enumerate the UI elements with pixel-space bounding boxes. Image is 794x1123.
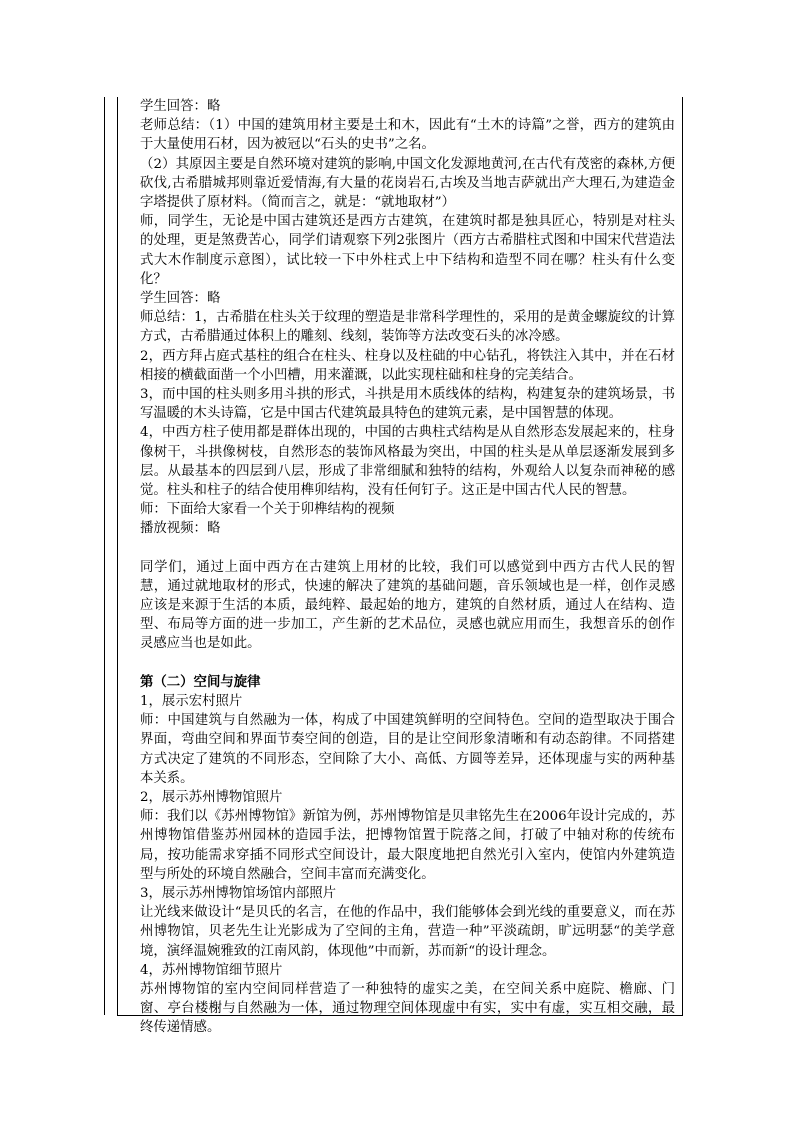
spacer xyxy=(140,654,675,673)
paragraph: 4，苏州博物馆细节照片 xyxy=(140,962,283,978)
paragraph: （2）其原因主要是自然环境对建筑的影响,中国文化发源地黄河,在古代有茂密的森林,方便砍伐,古希腊城邦则靠近爱情海,有大量的花岗岩石,古埃及当地吉萨就出产大理石,为建造金字塔提供了原材料。（简而言之，就是：“就地取材”） xyxy=(140,156,675,211)
table-left-border xyxy=(104,97,105,1015)
paragraph: 1，展示宏村照片 xyxy=(140,693,243,709)
paragraph: 2，西方拜占庭式基柱的组合在柱头、柱身以及柱础的中心钻孔，将铁注入其中，并在石材相接的横截面凿一个小凹槽，用来灌溉，以此实现柱础和柱身的完美结合。 xyxy=(140,348,675,383)
paragraph: 学生回答：略 xyxy=(140,291,221,307)
paragraph: 3，展示苏州博物馆场馆内部照片 xyxy=(140,885,336,901)
paragraph: 师总结：1，古希腊在柱头关于纹理的塑造是非常科学理性的，采用的是黄金螺旋纹的计算方式，古希腊通过体积上的雕刻、线刻，装饰等方法改变石头的冰冷感。 xyxy=(140,310,675,345)
section-heading: 第（二）空间与旋律 xyxy=(140,673,261,690)
paragraph: 师，同学生，无论是中国古建筑还是西方古建筑，在建筑时都是独具匠心，特别是对柱头的处理，更是煞费苦心，同学们请观察下列2张图片（西方古希腊柱式图和中国宋代营造法式大木作制度示意图），试比较一下中外柱式上中下结构和造型不同在哪？柱头有什么变化？ xyxy=(140,214,675,287)
paragraph: 师：我们以《苏州博物馆》新馆为例，苏州博物馆是贝聿铭先生在2006年设计完成的，苏州博物馆借鉴苏州园林的造园手法，把博物馆置于院落之间，打破了中轴对称的传统布局，按功能需求穿插不同形式空间设计，最大限度地把自然光引入室内，使馆内外建筑造型与所处的环境自然融合，空间丰富而充满变化。 xyxy=(140,809,675,882)
paragraph: 学生回答：略 xyxy=(140,99,221,114)
paragraph: 师：下面给大家看一个关于卯榫结构的视频 xyxy=(140,502,395,518)
paragraph: 同学们，通过上面中西方在古建筑上用材的比较，我们可以感觉到中西方古代人民的智慧，通过就地取材的形式，快速的解决了建筑的基础问题，音乐领域也是一样，创作灵感应该是来源于生活的本质，最纯粹、最起始的地方，建筑的自然材质，通过人在结构、造型、布局等方面的进一步加工，产生新的艺术品位，灵感也就应用而生，我想音乐的创作灵感应当也是如此。 xyxy=(140,559,675,652)
paragraph: 2，展示苏州博物馆照片 xyxy=(140,789,283,805)
paragraph: 老师总结：（1）中国的建筑用材主要是土和木，因此有“土木的诗篇”之誉，西方的建筑由于大量使用石材，因为被冠以“石头的史书”之名。 xyxy=(140,118,675,153)
paragraph: 3，而中国的柱头则多用斗拱的形式，斗拱是用木质线体的结构，构建复杂的建筑场景，书写温暖的木头诗篇，它是中国古代建筑最具特色的建筑元素，是中国智慧的体现。 xyxy=(140,387,675,422)
paragraph: 师：中国建筑与自然融为一体，构成了中国建筑鲜明的空间特色。空间的造型取决于围合界面，弯曲空间和界面节奏空间的创造，目的是让空间形象清晰和有动态韵律。不同搭建方式决定了建筑的不同形态，空间除了大小、高低、方圆等差异，还体现虚与实的两种基本关系。 xyxy=(140,713,675,786)
paragraph: 4，中西方柱子使用都是群体出现的，中国的古典柱式结构是从自然形态发展起来的，柱身像树干，斗拱像树枝，自然形态的装饰风格最为突出，中国的柱头是从单层逐渐发展到多层。从最基本的四层到八层，形成了非常细腻和独特的结构，外观给人以复杂而神秘的感觉。柱头和柱子的结合使用榫卯结构，没有任何钉子。这正是中国古代人民的智慧。 xyxy=(140,425,675,499)
paragraph: 让光线来做设计“是贝氏的名言，在他的作品中，我们能够体会到光线的重要意义，而在苏州博物馆，贝老先生让光影成为了空间的主角，营造一种”平淡疏朗，旷远明瑟“的美学意境，演绎温婉雅致的江南风韵，体现他”中而新，苏而新“的设计理念。 xyxy=(140,905,675,959)
paragraph: 播放视频：略 xyxy=(140,521,221,537)
lesson-content xyxy=(140,97,675,1038)
spacer xyxy=(140,539,675,558)
paragraph: 苏州博物馆的室内空间同样营造了一种独特的虚实之美，在空间关系中庭院、檐廊、门窗、亭台楼榭与自然融为一体，通过物理空间体现虚中有实，实中有虚，实互相交融，最终传递情感。 xyxy=(140,981,675,1036)
